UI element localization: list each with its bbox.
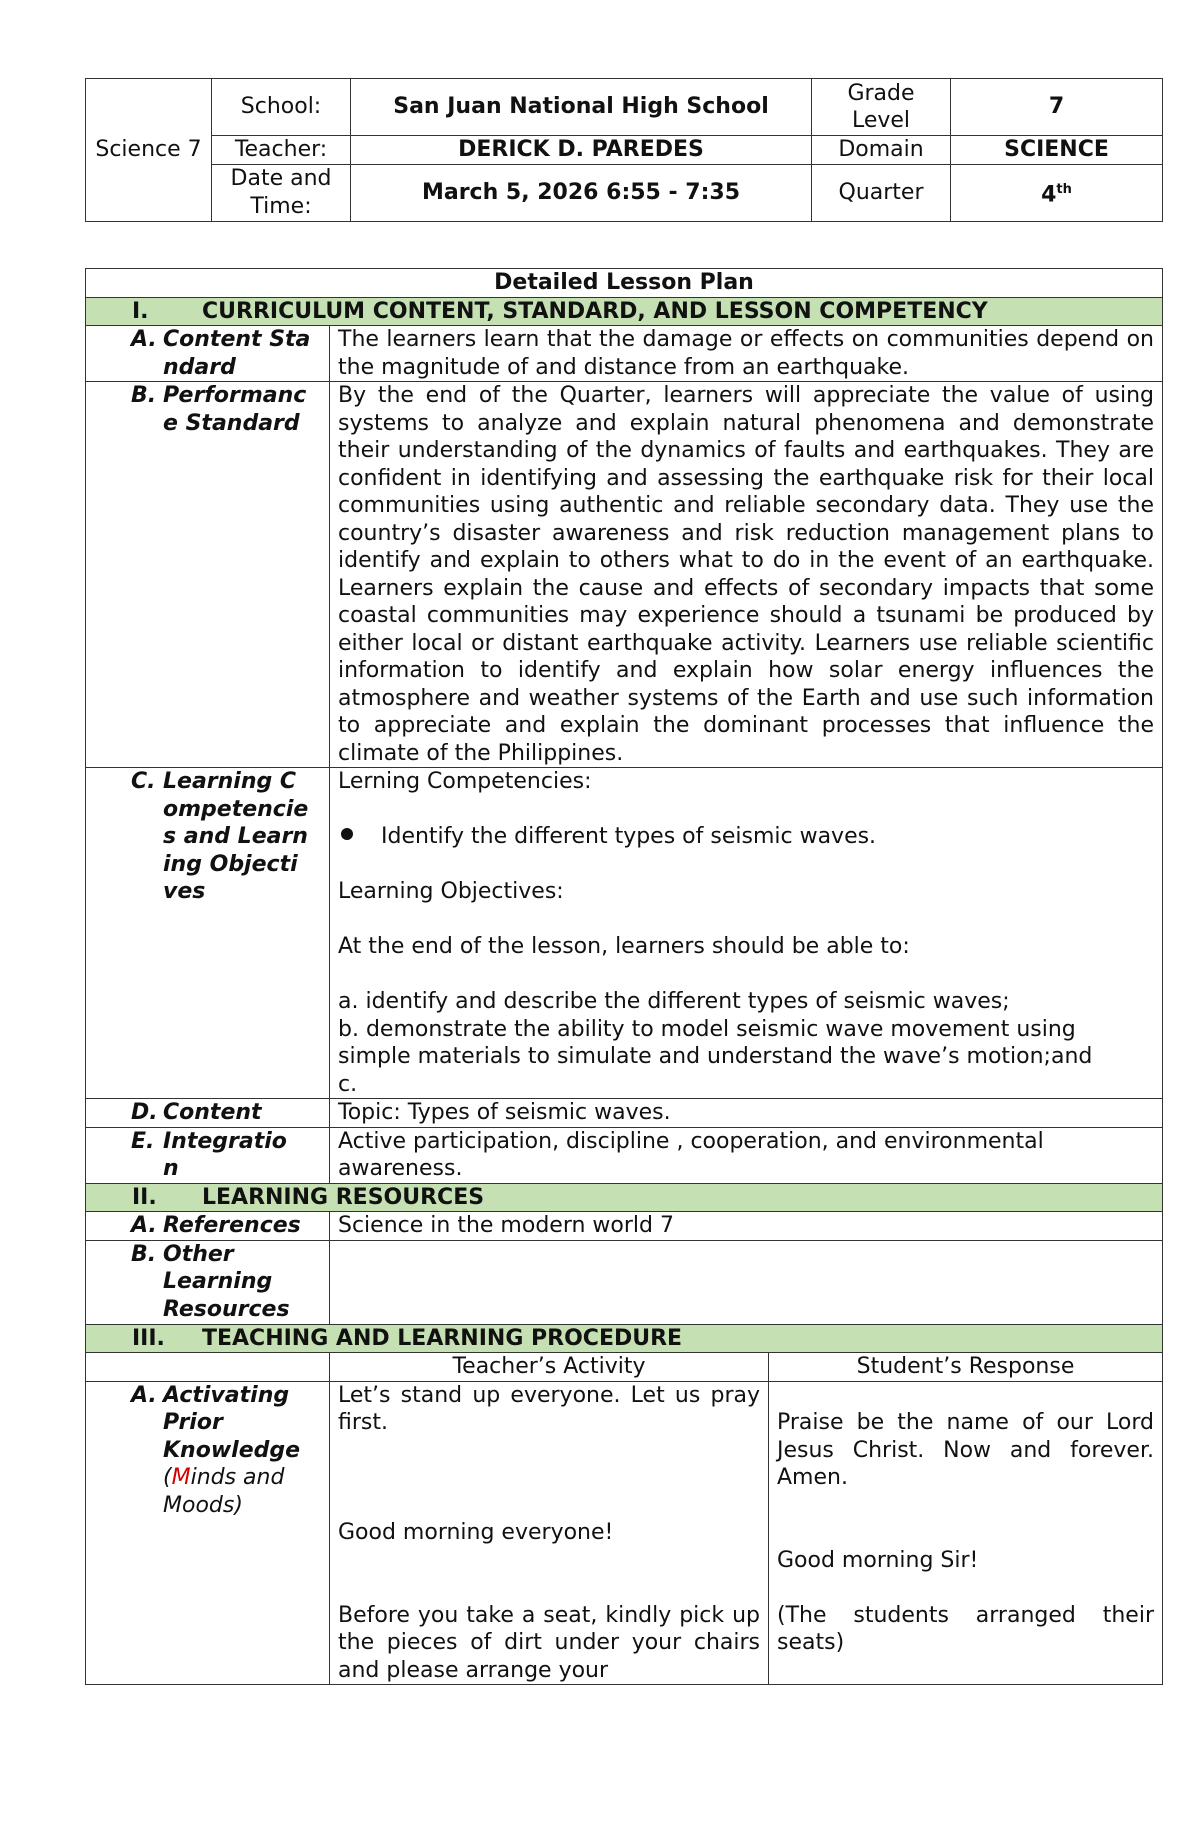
student-line-greeting: Good morning Sir! xyxy=(777,1547,979,1573)
quarter-suffix: th xyxy=(1056,182,1072,198)
competencies-label: C. Learning Competencies and Learning Objectives xyxy=(86,768,330,1099)
objectives-intro: At the end of the lesson, learners should be able to: xyxy=(338,934,910,959)
activating-label: A. Activating Prior Knowledge (Minds and Moods) xyxy=(86,1381,330,1685)
section-title: LEARNING RESOURCES xyxy=(202,1184,485,1210)
date-value: March 5, 2026 6:55 - 7:35 xyxy=(351,164,812,221)
grade-value: 7 xyxy=(951,79,1163,136)
quarter-label: Quarter xyxy=(812,164,951,221)
references-label: A. References xyxy=(86,1212,330,1241)
section-procedure xyxy=(86,1324,1163,1353)
school-name: San Juan National High School xyxy=(351,79,812,136)
section-number: I. xyxy=(132,298,149,324)
minds-and-moods: (Minds and Moods) xyxy=(163,1465,285,1518)
section-number: III. xyxy=(132,1325,165,1351)
blank-header-cell xyxy=(86,1353,330,1382)
teacher-activity-cell xyxy=(330,1381,769,1685)
section-curriculum xyxy=(86,297,1163,326)
objectives-heading: Learning Objectives: xyxy=(338,879,564,904)
student-line-prayer: Praise be the name of our Lord Jesus Christ. Now and forever. Amen. xyxy=(777,1410,1154,1490)
competencies-heading: Lerning Competencies: xyxy=(338,769,592,794)
teacher-name: DERICK D. PAREDES xyxy=(351,136,812,165)
integration-label: E. Integration xyxy=(86,1127,330,1183)
teacher-activity-header: Teacher’s Activity xyxy=(330,1353,769,1382)
content-text: Topic: Types of seismic waves. xyxy=(330,1099,1163,1128)
section-title: CURRICULUM CONTENT, STANDARD, AND LESSON COMPETENCY xyxy=(202,298,988,324)
student-response-header: Student’s Response xyxy=(769,1353,1163,1382)
domain-label: Domain xyxy=(812,136,951,165)
objective-b: b. demonstrate the ability to model seismic wave movement using simple materials to simulate and understand the wave’s motion;and xyxy=(338,1016,1093,1069)
teacher-label: Teacher: xyxy=(212,136,351,165)
grade-label: Grade Level xyxy=(812,79,951,136)
student-response-cell xyxy=(769,1381,1163,1685)
quarter-value xyxy=(951,164,1163,221)
lesson-plan-table xyxy=(85,268,1163,1685)
student-line-arrange: (The students arranged their seats) xyxy=(777,1602,1154,1655)
content-standard-label: A. Content Standard xyxy=(86,326,330,382)
teacher-line-cleanup: Before you take a seat, kindly pick up the pieces of dirt under your chairs and please arrange your xyxy=(338,1602,760,1683)
header-table xyxy=(85,78,1163,222)
other-resources-label: B. Other Learning Resources xyxy=(86,1240,330,1324)
performance-standard-label: B. Performance Standard xyxy=(86,382,330,768)
content-standard-text: The learners learn that the damage or effects on communities depend on the magnitude of and distance from an earthquake. xyxy=(330,326,1163,382)
objective-a: a. identify and describe the different types of seismic waves; xyxy=(338,989,1010,1014)
section-resources xyxy=(86,1183,1163,1212)
section-number: II. xyxy=(132,1184,157,1210)
bullet-icon xyxy=(341,828,353,840)
subject-cell: Science 7 xyxy=(86,79,212,222)
section-title: TEACHING AND LEARNING PROCEDURE xyxy=(202,1325,683,1351)
objective-c: c. xyxy=(338,1071,358,1097)
plan-title: Detailed Lesson Plan xyxy=(86,269,1163,298)
references-text: Science in the modern world 7 xyxy=(330,1212,1163,1241)
teacher-line-prayer: Let’s stand up everyone. Let us pray first. xyxy=(338,1382,760,1435)
performance-standard-text: By the end of the Quarter, learners will appreciate the value of using systems to analyze and explain natural phenomena and demonstrate their understanding of the dynamics of faults and earthquakes. They are confident in identifying and assessing the earthquake risk for their local communities using authentic and reliable secondary data. They use the country’s disaster awareness and risk reduction management plans to identify and explain to others what to do in the event of an earthquake. Learners explain the cause and effects of secondary impacts that some coastal communities may experience should a tsunami be produced by either local or distant earthquake activity. Learners use reliable scientific information to identify and explain how solar energy influences the atmosphere and weather systems of the Earth and use such information to appreciate and explain the dominant processes that influence the climate of the Philippines. xyxy=(330,382,1163,768)
content-label: D. Content xyxy=(86,1099,330,1128)
domain-value: SCIENCE xyxy=(951,136,1163,165)
date-label: Date and Time: xyxy=(212,164,351,221)
competencies-cell xyxy=(330,768,1163,1099)
integration-text: Active participation, discipline , cooperation, and environmental awareness. xyxy=(330,1127,1163,1183)
teacher-line-greeting: Good morning everyone! xyxy=(338,1520,614,1545)
competency-bullet-item: Identify the different types of seismic waves. xyxy=(338,823,1154,851)
quarter-number: 4 xyxy=(1041,182,1057,208)
other-resources-text xyxy=(330,1240,1163,1324)
school-label: School: xyxy=(212,79,351,136)
